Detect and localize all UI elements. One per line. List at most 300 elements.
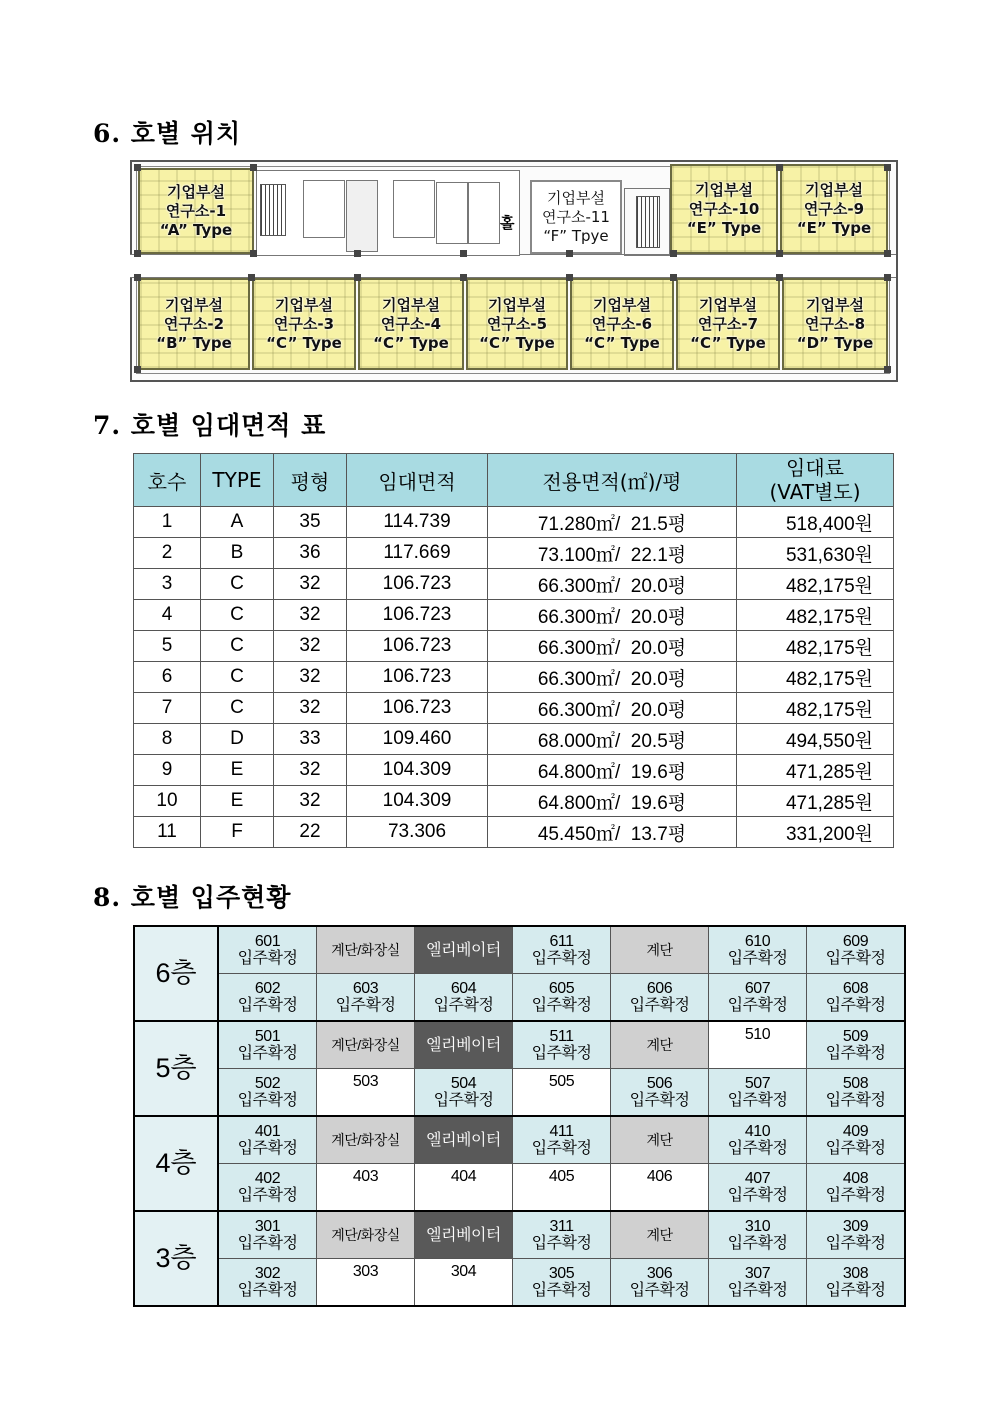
room-label-line: 연구소-8 (804, 314, 866, 333)
unit-status: 입주확정 (629, 997, 690, 1014)
unit-number: 406 (646, 1168, 673, 1185)
unit-number: 계단/화장실 (331, 1036, 400, 1053)
unit-cell (611, 1259, 709, 1307)
pillar (566, 250, 573, 257)
unit-cell (218, 1116, 317, 1164)
room-label-line: 연구소-6 (591, 314, 653, 333)
unit-cell (317, 1021, 415, 1069)
table-row (134, 600, 894, 631)
cell-exclusive-area: 66.300㎡/ 20.0평 (488, 600, 737, 631)
unit-cell (611, 1164, 709, 1212)
unit-number: 411 (549, 1123, 574, 1140)
cell-pyeong: 35 (274, 507, 347, 538)
unit-number: 603 (352, 980, 379, 997)
cell-type: A (201, 507, 274, 538)
unit-status: 입주확정 (237, 1282, 298, 1299)
header-lease-area: 임대면적 (347, 454, 488, 507)
occupancy-row (134, 1116, 905, 1164)
unit-cell (415, 1259, 513, 1307)
room-research-3 (252, 278, 356, 370)
cell-unit: 1 (134, 507, 201, 538)
cell-rent: 482,175원 (737, 662, 894, 693)
unit-status: 입주확정 (825, 1045, 886, 1062)
unit-cell (415, 1164, 513, 1212)
unit-cell (415, 1211, 513, 1259)
unit-cell (611, 926, 709, 974)
cell-type: B (201, 538, 274, 569)
unit-number: 505 (548, 1073, 575, 1090)
room-research-4 (358, 278, 464, 370)
unit-cell (611, 1069, 709, 1117)
pillar (134, 366, 141, 373)
cell-rent: 482,175원 (737, 600, 894, 631)
room-label-line: “C” Type (690, 333, 766, 352)
unit-number: 302 (254, 1265, 281, 1282)
room-label-line: 기업부설 (488, 295, 546, 314)
cell-lease-area: 114.739 (347, 507, 488, 538)
cell-exclusive-area: 45.450㎡/ 13.7평 (488, 817, 737, 848)
cell-pyeong: 36 (274, 538, 347, 569)
unit-number: 계단 (646, 1036, 673, 1053)
unit-number: 508 (842, 1075, 869, 1092)
pillar (884, 366, 891, 373)
header-exclusive-area: 전용면적(㎡)/평 (488, 454, 737, 507)
pillar (354, 250, 361, 257)
restroom-block (303, 180, 345, 238)
cell-lease-area: 104.309 (347, 755, 488, 786)
header-pyeong: 평형 (274, 454, 347, 507)
unit-number: 602 (254, 980, 281, 997)
room-research-10 (670, 164, 778, 254)
unit-cell (415, 1116, 513, 1164)
cell-rent: 331,200원 (737, 817, 894, 848)
cell-type: C (201, 631, 274, 662)
cell-pyeong: 32 (274, 569, 347, 600)
room-label-line: 연구소-2 (163, 314, 225, 333)
cell-exclusive-area: 64.800㎡/ 19.6평 (488, 786, 737, 817)
pillar (460, 250, 467, 257)
cell-lease-area: 104.309 (347, 786, 488, 817)
unit-number: 402 (254, 1170, 281, 1187)
unit-cell (709, 1116, 807, 1164)
unit-cell (513, 1259, 611, 1307)
unit-status: 입주확정 (335, 997, 396, 1014)
unit-status: 입주확정 (825, 997, 886, 1014)
cell-exclusive-area: 66.300㎡/ 20.0평 (488, 662, 737, 693)
unit-cell (317, 926, 415, 974)
header-rent-line1: 임대료 (786, 456, 844, 480)
room-label-line: 기업부설 (695, 180, 753, 199)
unit-number: 506 (646, 1075, 673, 1092)
unit-status: 입주확정 (237, 997, 298, 1014)
unit-status: 입주확정 (825, 950, 886, 967)
cell-lease-area: 109.460 (347, 724, 488, 755)
area-table-body (134, 507, 894, 848)
pillar (670, 250, 677, 257)
unit-number: 601 (254, 933, 281, 950)
room-label-line: 기업부설 (593, 295, 651, 314)
pillar (460, 274, 467, 281)
unit-status: 입주확정 (727, 997, 788, 1014)
room-label-line: “C” Type (479, 333, 555, 352)
area-table (133, 453, 894, 848)
unit-number: 306 (646, 1265, 673, 1282)
cell-rent: 518,400원 (737, 507, 894, 538)
unit-number: 404 (450, 1168, 477, 1185)
unit-cell (513, 1164, 611, 1212)
unit-cell (218, 1259, 317, 1307)
unit-number: 403 (352, 1168, 379, 1185)
cell-pyeong: 32 (274, 662, 347, 693)
floor-label: 6층 (134, 926, 218, 1021)
room-label-line: 기업부설 (547, 188, 605, 207)
room-label-line: 기업부설 (167, 182, 225, 201)
unit-number: 610 (744, 933, 771, 950)
cell-unit: 10 (134, 786, 201, 817)
room-research-5 (466, 278, 568, 370)
table-row (134, 817, 894, 848)
occupancy-row (134, 1021, 905, 1069)
cell-rent: 482,175원 (737, 693, 894, 724)
unit-number: 301 (254, 1218, 281, 1235)
occupancy-row (134, 1211, 905, 1259)
unit-cell (317, 1116, 415, 1164)
cell-pyeong: 32 (274, 786, 347, 817)
room-label-line: 기업부설 (699, 295, 757, 314)
room-research-8 (782, 278, 888, 370)
pillar (776, 250, 783, 257)
unit-status: 입주확정 (433, 1092, 494, 1109)
restroom-block (393, 180, 435, 238)
unit-status: 입주확정 (727, 1282, 788, 1299)
cell-lease-area: 106.723 (347, 600, 488, 631)
unit-cell (415, 1021, 513, 1069)
unit-status: 입주확정 (531, 950, 592, 967)
pillar (248, 274, 255, 281)
cell-rent: 482,175원 (737, 569, 894, 600)
pillar (134, 274, 141, 281)
unit-cell (317, 1259, 415, 1307)
occupancy-row (134, 1069, 905, 1117)
room-label-line: “C” Type (373, 333, 449, 352)
unit-status: 입주확정 (531, 1235, 592, 1252)
unit-status: 입주확정 (727, 1235, 788, 1252)
pillar (776, 164, 783, 171)
unit-cell (415, 1069, 513, 1117)
unit-number: 계단/화장실 (331, 1226, 400, 1243)
occupancy-table (133, 925, 906, 1307)
cell-type: E (201, 786, 274, 817)
unit-number: 509 (842, 1028, 869, 1045)
unit-cell (513, 974, 611, 1022)
header-unit: 호수 (134, 454, 201, 507)
unit-cell (415, 974, 513, 1022)
unit-number: 계단/화장실 (331, 941, 400, 958)
cell-pyeong: 32 (274, 600, 347, 631)
unit-status: 입주확정 (727, 1140, 788, 1157)
unit-cell (317, 1164, 415, 1212)
unit-number: 611 (549, 933, 574, 950)
unit-number: 엘리베이터 (426, 1131, 501, 1149)
room-research-2 (138, 278, 250, 370)
room-label-line: 기업부설 (382, 295, 440, 314)
room-label-line: “E” Type (686, 218, 762, 237)
unit-number: 401 (254, 1123, 281, 1140)
unit-number: 303 (352, 1263, 379, 1280)
cell-type: D (201, 724, 274, 755)
pillar (354, 274, 361, 281)
section-title-occupancy: 8. 호별 입주현황 (93, 883, 292, 912)
cell-pyeong: 32 (274, 755, 347, 786)
cell-lease-area: 106.723 (347, 693, 488, 724)
unit-cell (611, 1116, 709, 1164)
cell-type: C (201, 693, 274, 724)
unit-number: 502 (254, 1075, 281, 1092)
cell-type: E (201, 755, 274, 786)
cell-unit: 7 (134, 693, 201, 724)
table-row (134, 693, 894, 724)
unit-cell (218, 1069, 317, 1117)
room-label-line: 연구소-11 (542, 207, 610, 226)
unit-number: 엘리베이터 (426, 1226, 501, 1244)
hall-label: 홀 (500, 214, 515, 232)
cell-rent: 494,550원 (737, 724, 894, 755)
room-label-line: “F” Tpye (543, 226, 609, 245)
cell-unit: 5 (134, 631, 201, 662)
table-row (134, 786, 894, 817)
unit-cell (611, 1211, 709, 1259)
unit-status: 입주확정 (237, 1187, 298, 1204)
unit-cell (709, 1069, 807, 1117)
cell-unit: 6 (134, 662, 201, 693)
stair-enclosure (624, 188, 670, 256)
unit-cell (513, 1211, 611, 1259)
stair-icon (260, 184, 286, 236)
room-label-line: “C” Type (266, 333, 342, 352)
unit-cell (218, 926, 317, 974)
room-label-line: 연구소-9 (803, 199, 865, 218)
unit-status: 입주확정 (727, 1092, 788, 1109)
unit-number: 307 (744, 1265, 771, 1282)
unit-cell (218, 1021, 317, 1069)
cell-unit: 11 (134, 817, 201, 848)
pillar (776, 274, 783, 281)
unit-cell (415, 926, 513, 974)
unit-number: 607 (744, 980, 771, 997)
restroom-block (346, 180, 378, 252)
room-label-line: “A” Type (159, 220, 233, 239)
unit-status: 입주확정 (727, 950, 788, 967)
header-rent (737, 454, 894, 507)
cell-exclusive-area: 73.100㎡/ 22.1평 (488, 538, 737, 569)
cell-exclusive-area: 66.300㎡/ 20.0평 (488, 631, 737, 662)
floor-plan (128, 158, 898, 382)
unit-number: 608 (842, 980, 869, 997)
unit-status: 입주확정 (629, 1092, 690, 1109)
unit-cell (807, 974, 906, 1022)
room-research-11 (530, 180, 622, 254)
table-row (134, 755, 894, 786)
room-research-7 (676, 278, 780, 370)
unit-cell (807, 1211, 906, 1259)
room-label-line: 연구소-3 (273, 314, 335, 333)
cell-pyeong: 32 (274, 693, 347, 724)
unit-status: 입주확정 (531, 997, 592, 1014)
unit-status: 입주확정 (825, 1140, 886, 1157)
unit-status: 입주확정 (531, 1282, 592, 1299)
floor-label: 4층 (134, 1116, 218, 1211)
room-label-line: 기업부설 (806, 295, 864, 314)
cell-lease-area: 106.723 (347, 662, 488, 693)
unit-number: 엘리베이터 (426, 1036, 501, 1054)
cell-lease-area: 117.669 (347, 538, 488, 569)
unit-number: 507 (744, 1075, 771, 1092)
unit-number: 510 (744, 1026, 771, 1043)
cell-exclusive-area: 66.300㎡/ 20.0평 (488, 693, 737, 724)
unit-cell (807, 1021, 906, 1069)
section-title-area: 7. 호별 임대면적 표 (93, 411, 327, 440)
unit-cell (709, 1021, 807, 1069)
cell-unit: 4 (134, 600, 201, 631)
cell-exclusive-area: 64.800㎡/ 19.6평 (488, 755, 737, 786)
unit-cell (709, 1211, 807, 1259)
cell-exclusive-area: 68.000㎡/ 20.5평 (488, 724, 737, 755)
unit-cell (317, 974, 415, 1022)
unit-cell (513, 1116, 611, 1164)
unit-status: 입주확정 (825, 1092, 886, 1109)
cell-type: C (201, 569, 274, 600)
table-row (134, 631, 894, 662)
cell-exclusive-area: 71.280㎡/ 21.5평 (488, 507, 737, 538)
table-row (134, 662, 894, 693)
unit-cell (807, 1259, 906, 1307)
unit-cell (513, 926, 611, 974)
cell-unit: 9 (134, 755, 201, 786)
pillar (134, 250, 141, 257)
unit-number: 606 (646, 980, 673, 997)
room-label-line: 기업부설 (275, 295, 333, 314)
pillar (566, 274, 573, 281)
unit-cell (317, 1069, 415, 1117)
unit-number: 410 (744, 1123, 771, 1140)
unit-status: 입주확정 (825, 1235, 886, 1252)
unit-number: 604 (450, 980, 477, 997)
unit-number: 308 (842, 1265, 869, 1282)
occupancy-row (134, 1164, 905, 1212)
room-research-9 (780, 164, 888, 254)
pillar (670, 274, 677, 281)
unit-status: 입주확정 (237, 1045, 298, 1062)
unit-number: 407 (744, 1170, 771, 1187)
room-label-line: 기업부설 (165, 295, 223, 314)
unit-number: 309 (842, 1218, 869, 1235)
cell-lease-area: 106.723 (347, 631, 488, 662)
occupancy-row (134, 1259, 905, 1307)
unit-number: 501 (254, 1028, 281, 1045)
table-row (134, 724, 894, 755)
occupancy-table-body (134, 926, 905, 1306)
table-header-row (134, 454, 894, 507)
unit-number: 503 (352, 1073, 379, 1090)
header-type: TYPE (201, 454, 274, 507)
occupancy-row (134, 974, 905, 1022)
room-label-line: “E” Type (796, 218, 872, 237)
pillar (250, 250, 257, 257)
unit-cell (218, 1164, 317, 1212)
unit-number: 504 (450, 1075, 477, 1092)
cell-rent: 482,175원 (737, 631, 894, 662)
room-label-line: “C” Type (584, 333, 660, 352)
room-research-6 (570, 278, 674, 370)
unit-cell (709, 1164, 807, 1212)
pillar (884, 250, 891, 257)
unit-number: 311 (549, 1218, 574, 1235)
unit-status: 입주확정 (531, 1045, 592, 1062)
unit-number: 계단 (646, 1131, 673, 1148)
unit-cell (807, 1069, 906, 1117)
unit-status: 입주확정 (629, 1282, 690, 1299)
table-row (134, 507, 894, 538)
room-label-line: 연구소-1 (165, 201, 227, 220)
pillar (134, 164, 141, 171)
table-row (134, 538, 894, 569)
elevator-shaft (436, 182, 468, 244)
unit-cell (218, 1211, 317, 1259)
cell-rent: 471,285원 (737, 786, 894, 817)
unit-number: 310 (744, 1218, 771, 1235)
unit-cell (513, 1021, 611, 1069)
header-rent-line2: (VAT별도) (769, 480, 861, 504)
unit-status: 입주확정 (237, 1235, 298, 1252)
cell-lease-area: 106.723 (347, 569, 488, 600)
unit-cell (807, 926, 906, 974)
unit-number: 409 (842, 1123, 869, 1140)
room-label-line: 기업부설 (805, 180, 863, 199)
room-label-line: 연구소-10 (688, 199, 760, 218)
cell-rent: 531,630원 (737, 538, 894, 569)
unit-cell (709, 974, 807, 1022)
cell-type: C (201, 600, 274, 631)
unit-status: 입주확정 (825, 1187, 886, 1204)
pillar (884, 274, 891, 281)
unit-cell (611, 974, 709, 1022)
unit-number: 304 (450, 1263, 477, 1280)
unit-status: 입주확정 (531, 1140, 592, 1157)
unit-cell (611, 1021, 709, 1069)
pillar (250, 164, 257, 171)
section-title-location: 6. 호별 위치 (93, 119, 242, 148)
pillar (884, 164, 891, 171)
cell-type: F (201, 817, 274, 848)
unit-cell (807, 1164, 906, 1212)
cell-lease-area: 73.306 (347, 817, 488, 848)
room-label-line: “D” Type (796, 333, 874, 352)
room-label-line: 연구소-5 (486, 314, 548, 333)
floor-label: 3층 (134, 1211, 218, 1306)
occupancy-row (134, 926, 905, 974)
room-label-line: 연구소-7 (697, 314, 759, 333)
unit-number: 계단 (646, 941, 673, 958)
room-label-line: “B” Type (156, 333, 232, 352)
unit-cell (218, 974, 317, 1022)
floor-label: 5층 (134, 1021, 218, 1116)
table-row (134, 569, 894, 600)
unit-status: 입주확정 (433, 997, 494, 1014)
unit-number: 305 (548, 1265, 575, 1282)
cell-pyeong: 22 (274, 817, 347, 848)
cell-rent: 471,285원 (737, 755, 894, 786)
unit-number: 408 (842, 1170, 869, 1187)
